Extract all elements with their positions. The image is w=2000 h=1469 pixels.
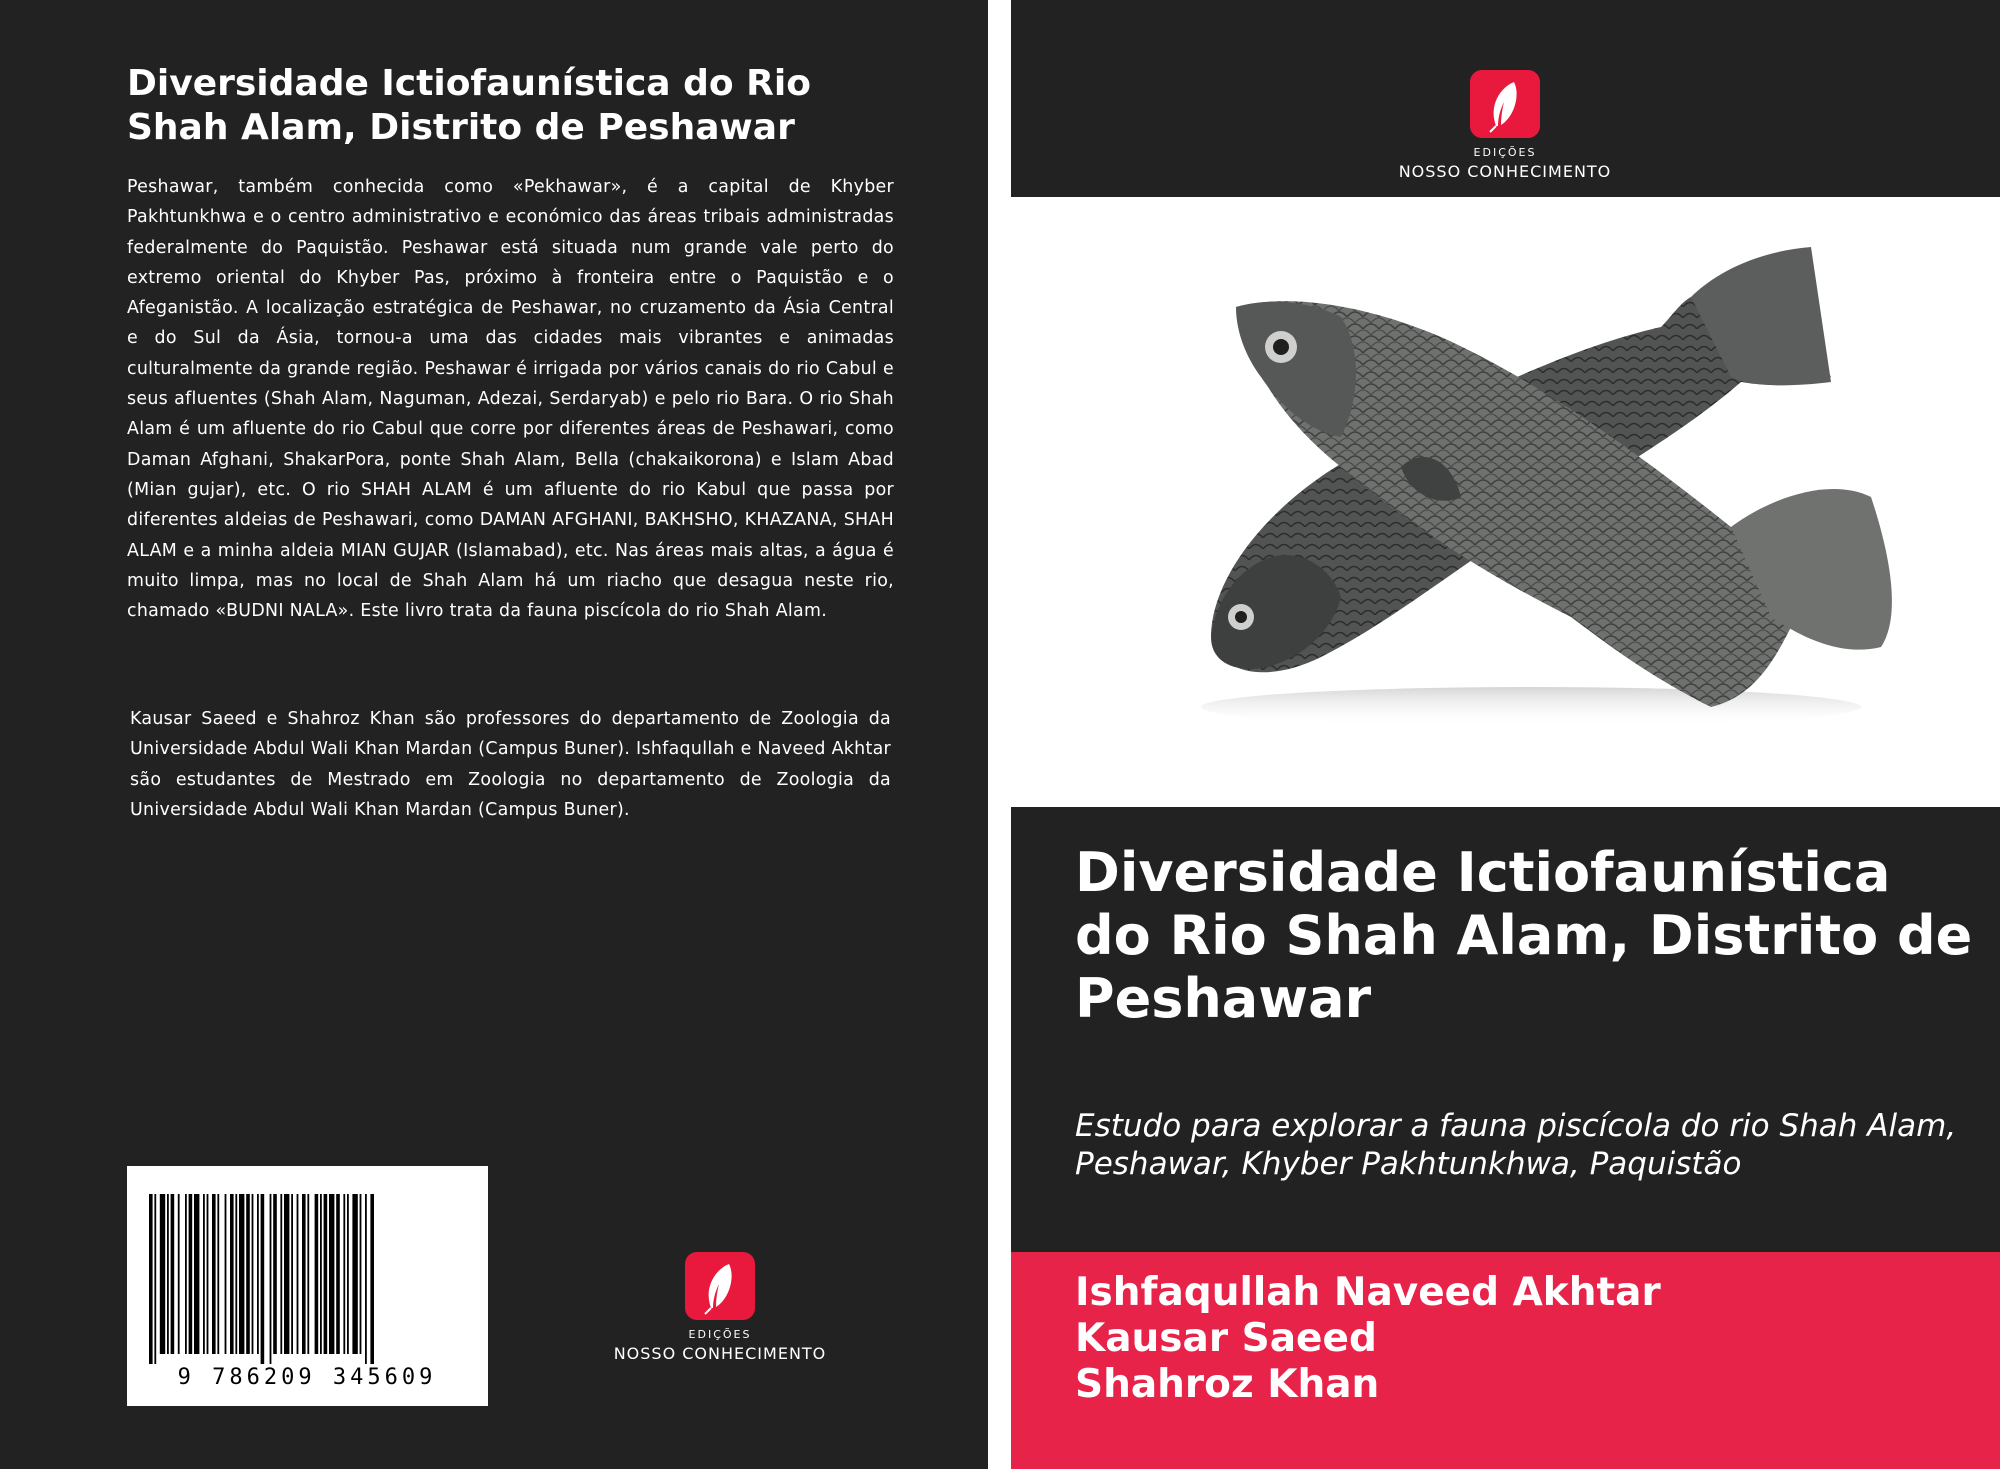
barcode-bar (252, 1194, 254, 1354)
barcode-bar (324, 1194, 328, 1354)
barcode-bar (307, 1194, 309, 1354)
barcode-bar (270, 1194, 272, 1364)
barcode-bar (320, 1194, 322, 1354)
barcode-bar (302, 1194, 306, 1354)
barcode-bar (225, 1194, 227, 1354)
tilapia-fish-illustration (1011, 197, 2000, 807)
barcode-bar (336, 1194, 340, 1354)
barcode-bar (189, 1194, 193, 1354)
spine-gap (988, 0, 1011, 1469)
isbn-barcode (127, 1166, 488, 1406)
author-name: Kausar Saeed (1075, 1316, 1377, 1361)
barcode-bar (257, 1194, 259, 1354)
barcode-bar (273, 1194, 277, 1354)
cover-illustration (1011, 197, 2000, 807)
barcode-bar (167, 1194, 169, 1354)
publisher-label-small: EDIÇÕES (688, 1328, 752, 1341)
publisher-name: NOSSO CONHECIMENTO (613, 1344, 827, 1363)
back-cover-description: Peshawar, também conhecida como «Pekhawar», é a capital de Khyber Pakhtunkhwa e o centro administrativo e económico das áreas tribais administradas federalmente do Paquistão. Peshawar está situada num grande vale perto do extremo oriental do Khyber Pas, próximo à fronteira entre o Paquistão e o Afeganistão. A localização estratégica de Peshawar, no cruzamento da Ásia Central e do Sul da Ásia, tornou-a uma das cidades mais vibrantes e animadas culturalmente da grande região. Peshawar é irrigada por vários canais do rio Cabul e seus afluentes (Shah Alam, Naguman, Adezai, Serdaryab) e pelo rio Bara. O rio Shah Alam é um afluente do rio Cabul que corre por diferentes áreas de Peshawari, como Daman Afghani, ShakarPora, ponte Shah Alam, Bella (chakaikorona) e Islam Abad (Mian gujar), etc. O rio SHAH ALAM é um afluente do rio Kabul que passa por diferentes aldeias de Peshawari, como DAMAN AFGHANI, BAKHSHO, KHAZANA, SHAH ALAM e a minha aldeia MIAN GUJAR (Islamabad), etc. Nas áreas mais altas, a água é muito limpa, mas no local de Shah Alam há um riacho que desagua neste rio, chamado «BUDNI NALA». Este livro trata da fauna piscícola do rio Shah Alam. (127, 177, 894, 622)
author-name: Shahroz Khan (1075, 1362, 1380, 1407)
barcode-bar (160, 1194, 165, 1354)
barcode-bar (246, 1194, 250, 1354)
back-cover (0, 0, 988, 1469)
barcode-bar (194, 1194, 199, 1354)
barcode-bar (343, 1194, 345, 1354)
barcode-bars (127, 1166, 488, 1406)
publisher-name: NOSSO CONHECIMENTO (1398, 162, 1612, 181)
barcode-bar (315, 1194, 319, 1354)
front-cover (1011, 0, 2000, 1469)
barcode-bar (185, 1194, 187, 1354)
barcode-bar (149, 1194, 153, 1364)
barcode-bar (329, 1194, 334, 1354)
barcode-bar (178, 1194, 180, 1354)
barcode-bar (347, 1194, 349, 1354)
quill-icon (685, 1252, 755, 1320)
quill-icon (1470, 70, 1540, 138)
barcode-bar (280, 1194, 282, 1354)
barcode-bar (154, 1194, 156, 1364)
publisher-mark (1470, 70, 1540, 138)
front-cover-subtitle: Estudo para explorar a fauna piscícola do rio Shah Alam, Peshawar, Khyber Pakhtunkhwa, Paquistão (1075, 1108, 1957, 1182)
barcode-bar (230, 1194, 234, 1354)
barcode-bar (370, 1194, 374, 1364)
publisher-logo-back (590, 1252, 850, 1364)
barcode-bar (217, 1194, 219, 1354)
author-name: Ishfaqullah Naveed Akhtar (1075, 1270, 1661, 1315)
author-bio: Kausar Saeed e Shahroz Khan são professores do departamento de Zoologia da Universidade Abdul Wali Khan Mardan (Campus Buner). Ishfaqullah e Naveed Akhtar são estudantes de Mestrado em Zoologia no departamento de Zoologia da Universidade Abdul Wali Khan Mardan (Campus Buner). (130, 709, 891, 820)
barcode-bar (352, 1194, 357, 1354)
barcode-bar (235, 1194, 237, 1354)
barcode-bar (284, 1194, 289, 1354)
front-header-band (1011, 0, 2000, 197)
barcode-bar (291, 1194, 293, 1354)
fish-shadow (1201, 687, 1861, 727)
front-title-band (1011, 807, 2000, 1252)
back-cover-title: Diversidade Ictiofaunística do Rio Shah Alam, Distrito de Peshawar (127, 63, 811, 148)
barcode-bar (261, 1194, 265, 1364)
publisher-mark (685, 1252, 755, 1320)
barcode-bar (360, 1194, 362, 1354)
publisher-label-small: EDIÇÕES (1473, 146, 1537, 159)
barcode-bar (207, 1194, 209, 1354)
isbn-digits: 9 786209 345609 (177, 1365, 437, 1390)
barcode-bar (203, 1194, 205, 1354)
barcode-bar (212, 1194, 216, 1354)
front-cover-title: Diversidade Ictiofaunística do Rio Shah Alam, Distrito de Peshawar (1075, 841, 1973, 1030)
barcode-bar (171, 1194, 175, 1354)
barcode-bar (297, 1194, 299, 1354)
publisher-logo-front (1370, 70, 1640, 182)
barcode-bar (239, 1194, 244, 1354)
authors-band (1011, 1252, 2000, 1469)
barcode-bar (365, 1194, 367, 1364)
